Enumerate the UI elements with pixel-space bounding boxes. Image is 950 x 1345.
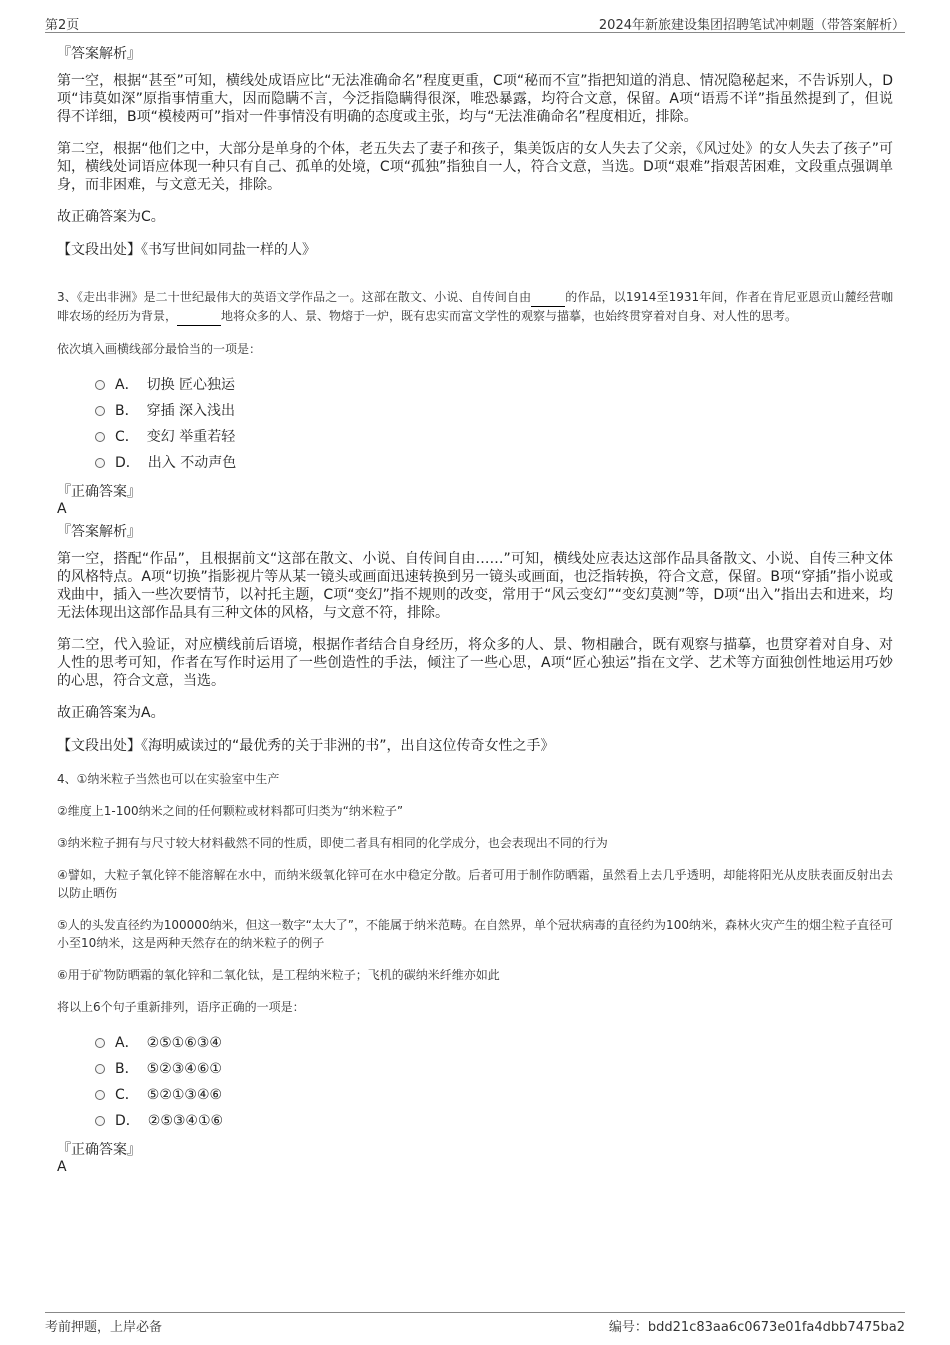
q4-option-d[interactable]: D． ②⑤③④①⑥ xyxy=(95,1108,893,1134)
q3-analysis-p1: 第一空，搭配“作品”，且根据前文“这部在散文、小说、自传间自由……”可知，横线处应表达这部作品具备散文、小说、自传三种文体的风格特点。A项“切换”指影视片等从某一镜头或画面迅速转换到另一镜头或画面，也泛指转换，符合文意，保留。B项“穿插”指小说或戏曲中，插入一些次要情节，以衬托主题，C项“变幻”指不规则的改变，常用于“风云变幻”“变幻莫测”等，D项“出入”指出去和进来，均无法体现出这部作品具有三种文体的风格，与文意不符，排除。 xyxy=(57,551,893,621)
document-serial: 编号：bdd21c83aa6c0673e01fa4dbb7475ba2 xyxy=(608,1320,905,1335)
radio-icon[interactable] xyxy=(95,458,105,468)
q4-answer-label: 『正确答案』 xyxy=(57,1142,141,1158)
radio-icon[interactable] xyxy=(95,1090,105,1100)
q3-options xyxy=(95,372,893,476)
q2-source: 【文段出处】《书写世间如同盐一样的人》 xyxy=(57,242,316,258)
q4-sentence-3: ③纳米粒子拥有与尺寸较大材料截然不同的性质，即使二者具有相同的化学成分，也会表现出不同的行为 xyxy=(57,836,608,850)
radio-icon[interactable] xyxy=(95,406,105,416)
q4-sentence-1: 4、①纳米粒子当然也可以在实验室中生产 xyxy=(57,772,280,786)
q3-blank-2 xyxy=(177,307,221,326)
q3-option-a[interactable]: A． 切换 匠心独运 xyxy=(95,372,893,398)
q3-answer-label: 『正确答案』 xyxy=(57,484,141,500)
q3-analysis-p2: 第二空，代入验证，对应横线前后语境，根据作者结合自身经历，将众多的人、景、物相融合，既有观察与描摹，也贯穿着对自身、对人性的思考可知，作者在写作时运用了一些创造性的手法，倾注了一些心思，A项“匠心独运”指在文学、艺术等方面独创性地运用巧妙的心思，符合文意，当选。 xyxy=(57,637,893,689)
radio-icon[interactable] xyxy=(95,1116,105,1126)
q3-option-d[interactable]: D． 出入 不动声色 xyxy=(95,450,893,476)
q4-sentence-6: ⑥用于矿物防晒霜的氧化锌和二氧化钛，是工程纳米粒子；飞机的碳纳米纤维亦如此 xyxy=(57,968,500,982)
q4-options xyxy=(95,1030,893,1134)
q4-sentence-2: ②维度上1-100纳米之间的任何颗粒或材料都可归类为“纳米粒子” xyxy=(57,804,404,818)
footer-note: 考前押题，上岸必备 xyxy=(45,1320,163,1335)
q3-stem-part-b: 的作品，以1914至1931年间，作者在肯尼亚恩贡山麓经营咖啡农场的经历为背景， xyxy=(57,290,893,323)
q2-conclusion: 故正确答案为C。 xyxy=(57,209,165,225)
page-header xyxy=(45,12,905,33)
q4-option-c[interactable]: C． ⑤②①③④⑥ xyxy=(95,1082,893,1108)
q3-blank-1 xyxy=(531,288,565,307)
q3-option-b[interactable]: B． 穿插 深入浅出 xyxy=(95,398,893,424)
q3-stem xyxy=(57,288,893,326)
q4-sentence-4: ④譬如，大粒子氧化锌不能溶解在水中，而纳米级氧化锌可在水中稳定分散。后者可用于制作防晒霜，虽然看上去几乎透明，却能将阳光从皮肤表面反射出去以防止晒伤 xyxy=(57,868,893,900)
q3-conclusion: 故正确答案为A。 xyxy=(57,705,165,721)
radio-icon[interactable] xyxy=(95,432,105,442)
q3-answer: A xyxy=(57,501,67,517)
q4-option-a[interactable]: A． ②⑤①⑥③④ xyxy=(95,1030,893,1056)
q4-option-b[interactable]: B． ⑤②③④⑥① xyxy=(95,1056,893,1082)
q3-option-c[interactable]: C． 变幻 举重若轻 xyxy=(95,424,893,450)
radio-icon[interactable] xyxy=(95,1038,105,1048)
q3-stem-part-a: 3、《走出非洲》是二十世纪最伟大的英语文学作品之一。这部在散文、小说、自传间自由 xyxy=(57,290,532,304)
q4-sentence-5: ⑤人的头发直径约为100000纳米，但这一数字“太大了”，不能属于纳米范畴。在自然界，单个冠状病毒的直径约为100纳米，森林火灾产生的烟尘粒子直径可小至10纳米，这是两种天然存在的纳米粒子的例子 xyxy=(57,918,893,950)
q2-analysis-p1: 第一空，根据“甚至”可知，横线处成语应比“无法准确命名”程度更重，C项“秘而不宣”指把知道的消息、情况隐秘起来，不告诉别人，D项“讳莫如深”原指事情重大，因而隐瞒不言，今泛指隐瞒得很深，唯恐暴露，均符合文意，保留。A项“语焉不详”指虽然提到了，但说得不详细，B项“模棱两可”指对一件事情没有明确的态度或主张，均与“无法准确命名”程度相近，排除。 xyxy=(57,73,893,125)
radio-icon[interactable] xyxy=(95,1064,105,1074)
page-footer xyxy=(45,1312,905,1335)
q3-analysis-label: 『答案解析』 xyxy=(57,524,141,540)
q2-analysis-p2: 第二空，根据“他们之中，大部分是单身的个体，老五失去了妻子和孩子，集美饭店的女人失去了父亲，《风过处》的女人失去了孩子”可知，横线处词语应体现一种只有自己、孤单的处境，C项“孤独”指独自一人，符合文意，当选。D项“艰难”指艰苦困难，文段重点强调单身，而非困难，与文意无关，排除。 xyxy=(57,141,893,193)
q3-source: 【文段出处】《海明威读过的“最优秀的关于非洲的书”，出自这位传奇女性之手》 xyxy=(57,738,555,754)
main-content xyxy=(57,44,893,1180)
document-title: 2024年新旅建设集团招聘笔试冲刺题（带答案解析） xyxy=(598,18,905,33)
q2-analysis-label: 『答案解析』 xyxy=(57,46,141,62)
q4-prompt: 将以上6个句子重新排列，语序正确的一项是： xyxy=(57,1000,305,1014)
page-number: 第2页 xyxy=(45,18,80,33)
radio-icon[interactable] xyxy=(95,380,105,390)
q3-prompt: 依次填入画横线部分最恰当的一项是： xyxy=(57,342,262,356)
q3-stem-part-c: 地将众多的人、景、物熔于一炉，既有忠实而富文学性的观察与描摹，也始终贯穿着对自身、对人性的思考。 xyxy=(221,309,798,323)
q4-answer: A xyxy=(57,1159,67,1175)
